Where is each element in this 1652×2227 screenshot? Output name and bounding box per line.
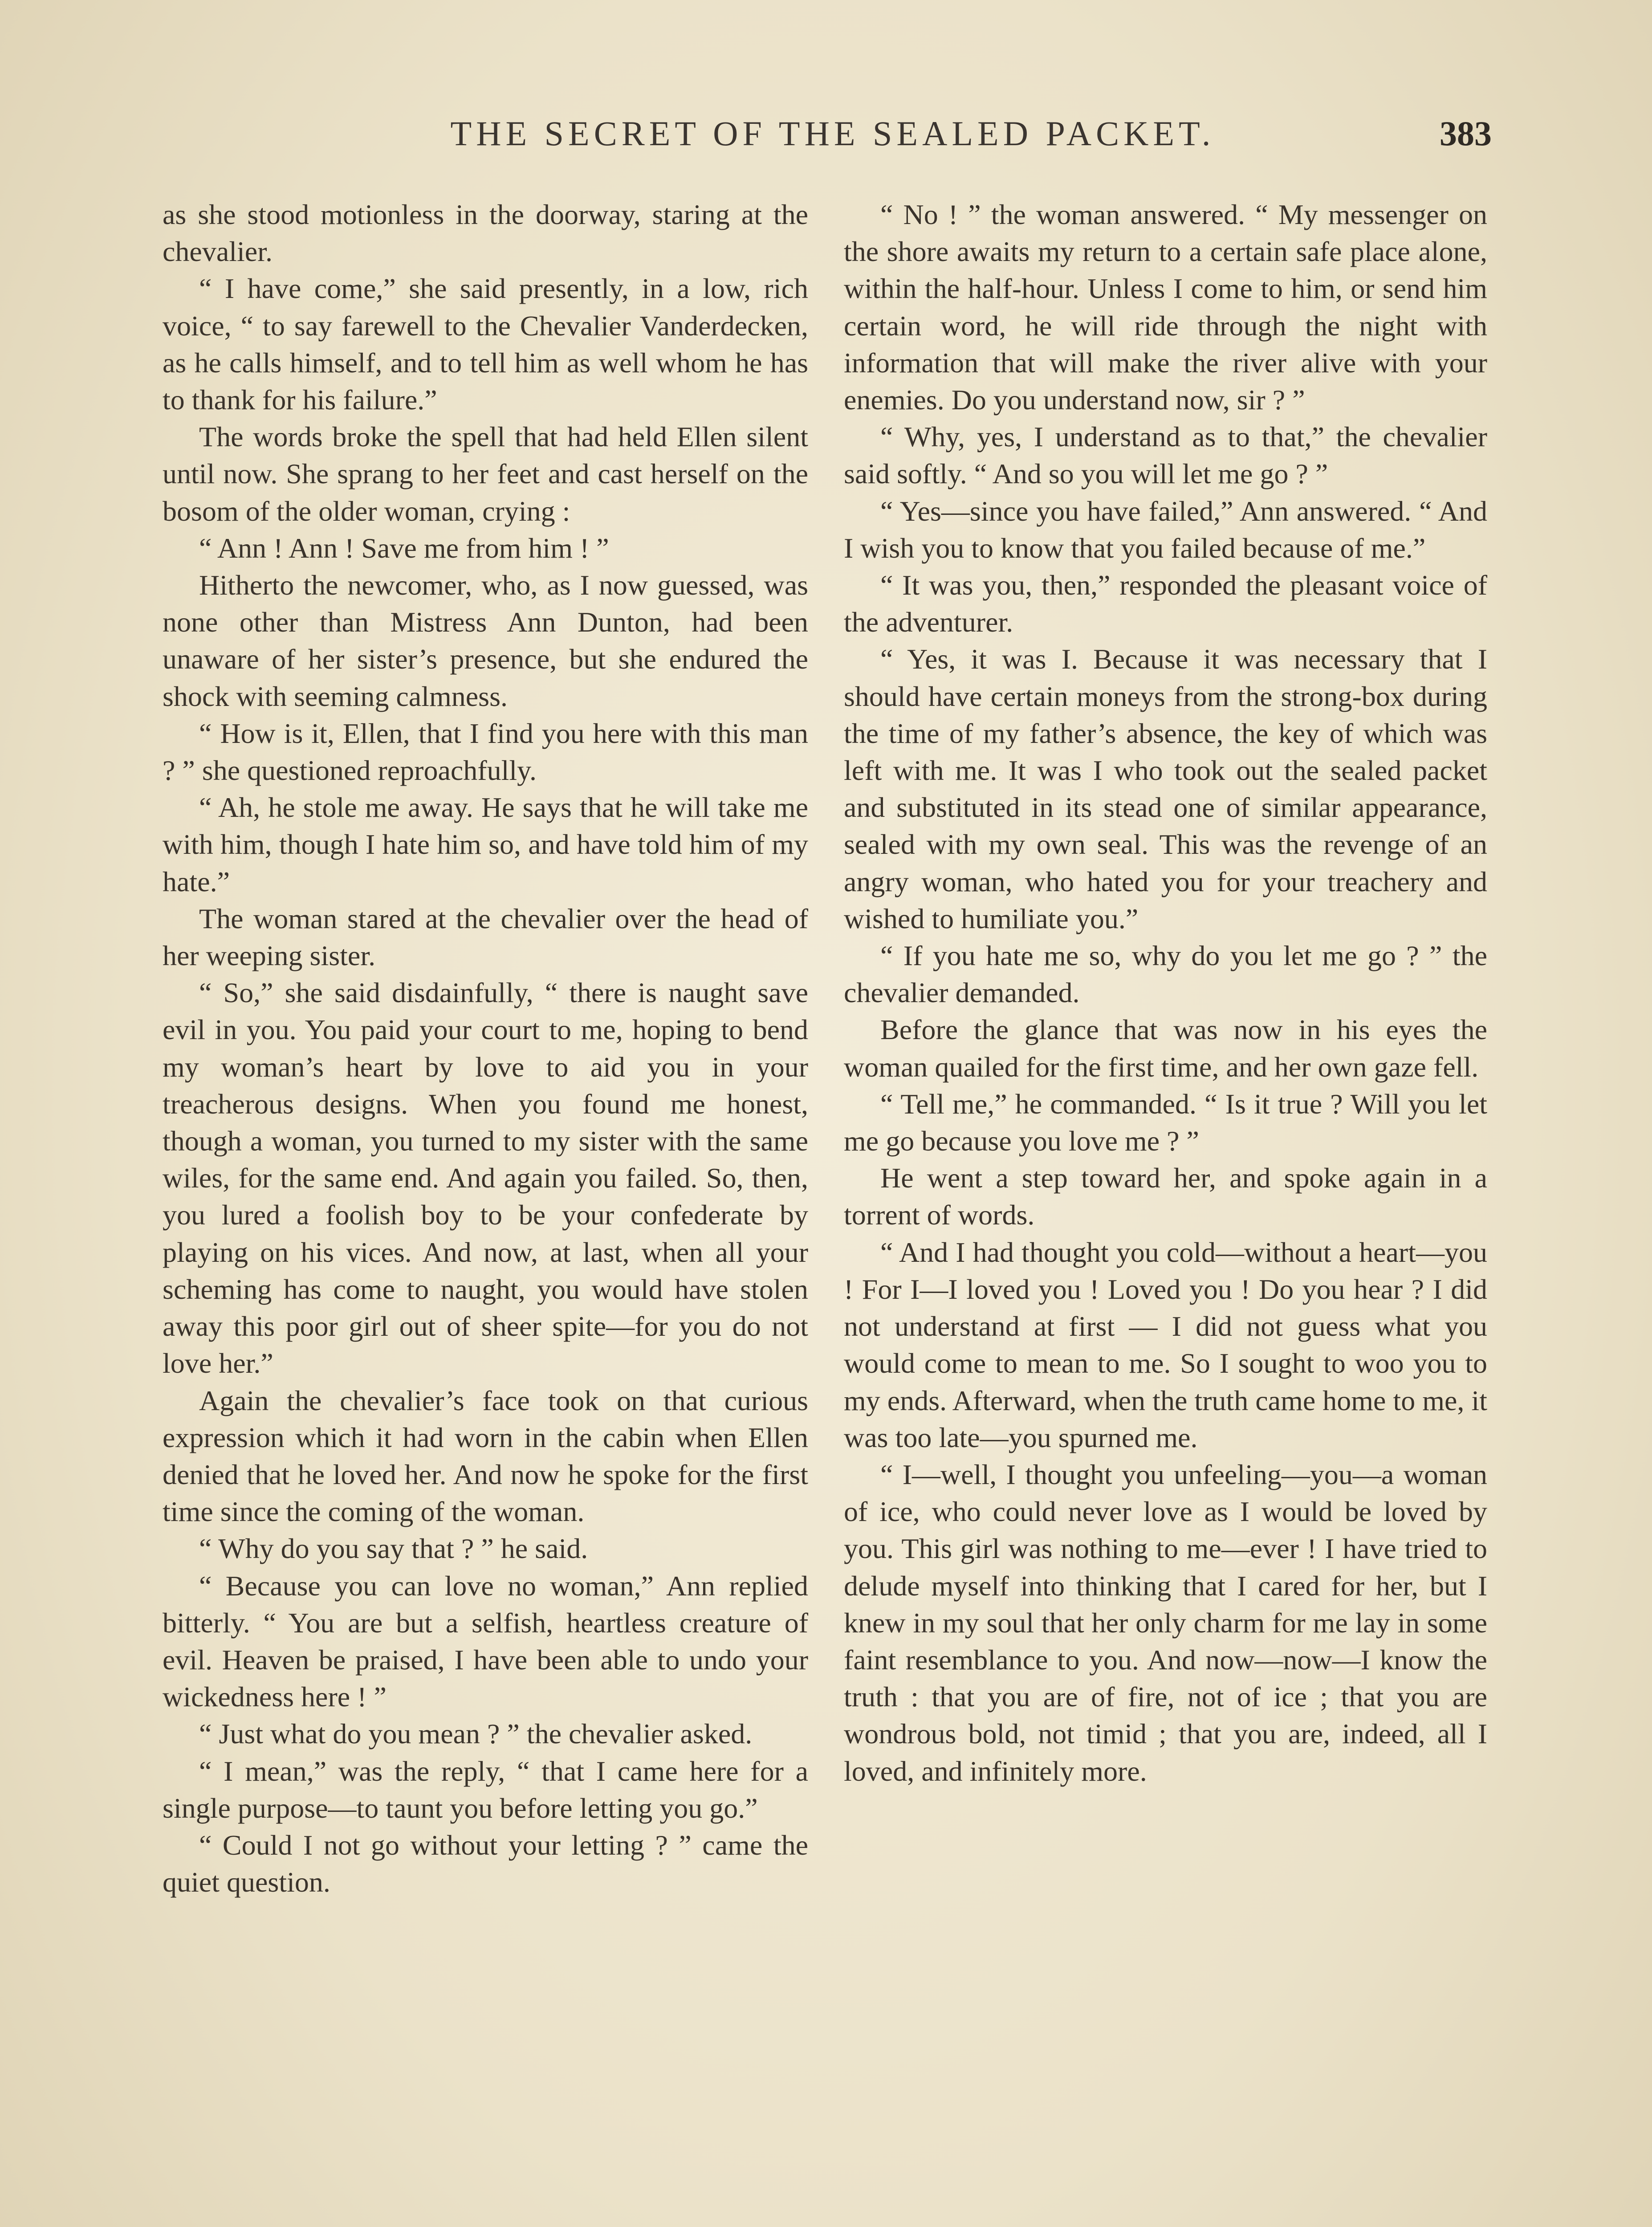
running-title: THE SECRET OF THE SEALED PACKET. bbox=[450, 114, 1215, 153]
paragraph: “ No ! ” the woman answered. “ My messenger on the shore awaits my return to a certain safe place alone, within the half-hour. Unless I come to him, or send him certain word, he will ride through the night with information that will make the river alive with your enemies. Do you understand now, sir ? ” bbox=[844, 199, 1487, 416]
paragraph: Again the chevalier’s face took on that curious expression which it had worn in the cabin when Ellen denied that he loved her. And now he spoke for the first time since the coming of the woman. bbox=[163, 1384, 808, 1528]
paragraph: The woman stared at the chevalier over the head of her weeping sister. bbox=[163, 902, 808, 972]
paragraph: “ Why do you say that ? ” he said. bbox=[199, 1533, 588, 1565]
paragraph: “ Just what do you mean ? ” the chevalier asked. bbox=[199, 1718, 753, 1750]
paragraph: “ And I had thought you cold—without a heart—you ! For I—I loved you ! Loved you ! Do you hear ? I did not understand at first — I did not guess what you would come to mean to me. So I sought to woo you to my ends. Afterward, when the truth came home to me, it was too late—you spurned me. bbox=[844, 1236, 1487, 1453]
paragraph: “ Ah, he stole me away. He says that he will take me with him, though I hate him so, and have told him of my hate.” bbox=[163, 791, 808, 897]
paragraph: “ I mean,” was the reply, “ that I came here for a single purpose—to taunt you before letting you go.” bbox=[163, 1755, 808, 1824]
paragraph: Before the glance that was now in his eyes the woman quailed for the first time, and her own gaze fell. bbox=[844, 1014, 1487, 1083]
paragraph: “ It was you, then,” responded the pleasant voice of the adventurer. bbox=[844, 569, 1487, 638]
paragraph: as she stood motionless in the doorway, staring at the chevalier. bbox=[163, 199, 808, 268]
paragraph: The words broke the spell that had held Ellen silent until now. She sprang to her feet and cast herself on the bosom of the older woman, crying : bbox=[163, 421, 808, 527]
paragraph: “ Yes, it was I. Because it was necessary that I should have certain moneys from the strong-box during the time of my father’s absence, the key of which was left with me. It was I who took out the sealed packet and substituted in its stead one of similar appearance, sealed with my own seal. This was the revenge of an angry woman, who hated you for your treachery and wished to humiliate you.” bbox=[844, 643, 1487, 934]
paragraph: “ How is it, Ellen, that I find you here with this man ? ” she questioned reproachfully. bbox=[163, 717, 808, 787]
paragraph: “ Ann ! Ann ! Save me from him ! ” bbox=[199, 532, 609, 564]
text-column-right bbox=[844, 196, 1487, 1790]
paragraph: “ I have come,” she said presently, in a low, rich voice, “ to say farewell to the Chevalier Vanderdecken, as he calls himself, and to tell him as well whom he has to thank for his failure.” bbox=[163, 273, 808, 416]
paragraph: Hitherto the newcomer, who, as I now guessed, was none other than Mistress Ann Dunton, had been unaware of her sister’s presence, but she endured the shock with seeming calmness. bbox=[163, 569, 808, 712]
page-header bbox=[160, 114, 1492, 167]
paragraph: “ Why, yes, I understand as to that,” the chevalier said softly. “ And so you will let me go ? ” bbox=[844, 421, 1487, 490]
page-number: 383 bbox=[1440, 114, 1492, 153]
paragraph: “ If you hate me so, why do you let me go ? ” the chevalier demanded. bbox=[844, 940, 1487, 1009]
paragraph: “ Tell me,” he commanded. “ Is it true ? Will you let me go because you love me ? ” bbox=[844, 1088, 1487, 1157]
paragraph: He went a step toward her, and spoke again in a torrent of words. bbox=[844, 1162, 1487, 1231]
paragraph: “ So,” she said disdainfully, “ there is naught save evil in you. You paid your court to me, hoping to bend my woman’s heart by love to aid you in your treacherous designs. When you found me honest, though a woman, you turned to my sister with the same wiles, for the same end. And again you failed. So, then, you lured a foolish boy to be your confederate by playing on his vices. And now, at last, when all your scheming has come to naught, you would have stolen away this poor girl out of sheer spite—for you do not love her.” bbox=[163, 977, 808, 1379]
paragraph: “ Because you can love no woman,” Ann replied bitterly. “ You are but a selfish, heartless creature of evil. Heaven be praised, I have been able to undo your wickedness here ! ” bbox=[163, 1570, 808, 1713]
text-column-left bbox=[163, 196, 808, 1901]
paragraph: “ I—well, I thought you unfeeling—you—a woman of ice, who could never love as I would be loved by you. This girl was nothing to me—ever ! I have tried to delude myself into thinking that I cared for her, but I knew in my soul that her only charm for me lay in some faint resemblance to you. And now—now—I know the truth : that you are of fire, not of ice ; that you are wondrous bold, not timid ; that you are, indeed, all I loved, and infinitely more. bbox=[844, 1458, 1487, 1787]
paragraph: “ Yes—since you have failed,” Ann answered. “ And I wish you to know that you failed because of me.” bbox=[844, 495, 1487, 564]
paragraph: “ Could I not go without your letting ? ” came the quiet question. bbox=[163, 1829, 808, 1898]
